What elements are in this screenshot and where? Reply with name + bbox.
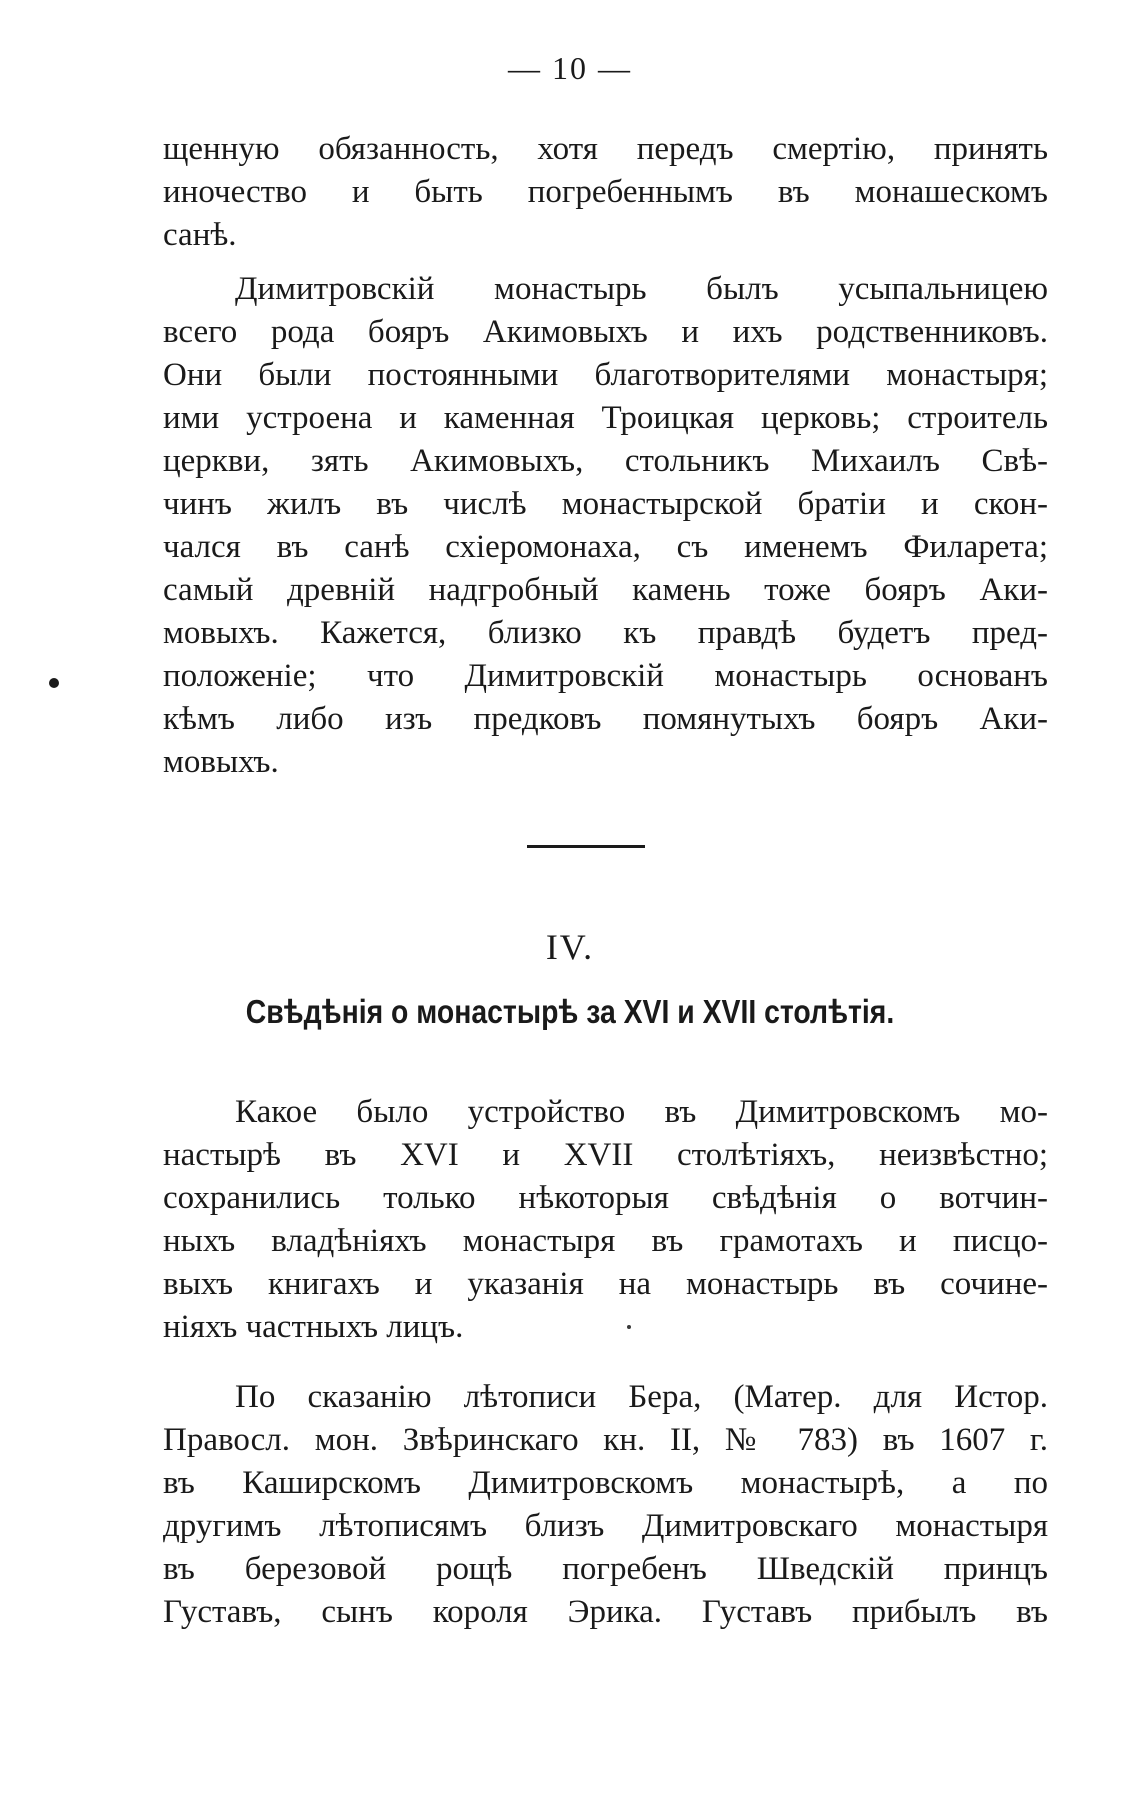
text-line: чинъ жилъ въ числѣ монастырской братіи и скон- — [163, 486, 1048, 522]
text-line: выхъ книгахъ и указанія на монастырь въ сочине- — [163, 1266, 1048, 1302]
page-number: — 10 — — [508, 50, 632, 86]
section-divider — [527, 845, 645, 848]
text-line: всего рода бояръ Акимовыхъ и ихъ родственниковъ. — [163, 314, 1048, 350]
text-line: По сказанію лѣтописи Бера, (Матер. для Истор. — [235, 1379, 1048, 1415]
text-line: кѣмъ либо изъ предковъ помянутыхъ бояръ Аки- — [163, 701, 1048, 737]
text-line: иночество и быть погребеннымъ въ монашескомъ — [163, 174, 1048, 210]
text-line: въ Каширскомъ Димитровскомъ монастырѣ, а по — [163, 1465, 1048, 1501]
text-line: положеніе; что Димитровскій монастырь основанъ — [163, 658, 1048, 694]
text-line: настырѣ въ XVI и XVII столѣтіяхъ, неизвѣстно; — [163, 1137, 1048, 1173]
text-line: мовыхъ. Кажется, близко къ правдѣ будетъ пред- — [163, 615, 1048, 651]
text-line: сохранились только нѣкоторыя свѣдѣнія о вотчин- — [163, 1180, 1048, 1216]
text-line: Густавъ, сынъ короля Эрика. Густавъ прибылъ въ — [163, 1594, 1048, 1630]
text-line: чался въ санѣ схіеромонаха, съ именемъ Филарета; — [163, 529, 1048, 565]
text-line: щенную обязанность, хотя передъ смертію, принять — [163, 131, 1048, 167]
print-speck — [627, 1325, 631, 1329]
text-line: мовыхъ. — [163, 744, 279, 780]
text-line: ныхъ владѣніяхъ монастыря въ грамотахъ и писцо- — [163, 1223, 1048, 1259]
section-title: Свѣдѣнія о монастырѣ за XVI и XVII столѣтія. — [245, 993, 895, 1030]
text-line: ніяхъ частныхъ лицъ. — [163, 1309, 464, 1345]
text-line: самый древній надгробный камень тоже бояръ Аки- — [163, 572, 1048, 608]
paragraph-chronicle-gustav — [163, 1376, 1048, 1634]
text-line: Димитровскій монастырь былъ усыпальницею — [235, 271, 1048, 307]
text-line: Они были постоянными благотворителями монастыря; — [163, 357, 1048, 393]
text-line: Какое было устройство въ Димитровскомъ мо- — [235, 1094, 1048, 1130]
paragraph-monastery-burial — [163, 268, 1048, 784]
text-line: церкви, зять Акимовыхъ, стольникъ Михаилъ Свѣ- — [163, 443, 1048, 479]
text-line: санѣ. — [163, 217, 237, 253]
paragraph-monastery-organization — [163, 1091, 1048, 1349]
section-number: IV. — [545, 927, 595, 967]
text-line: Правосл. мон. Звѣринскаго кн. II, № 783) въ 1607 г. — [163, 1422, 1048, 1458]
text-line: другимъ лѣтописямъ близъ Димитровскаго монастыря — [163, 1508, 1048, 1544]
paragraph-continuation — [163, 128, 1048, 257]
text-line: въ березовой рощѣ погребенъ Шведскій принцъ — [163, 1551, 1048, 1587]
text-line: ими устроена и каменная Троицкая церковь; строитель — [163, 400, 1048, 436]
margin-dot — [49, 678, 59, 688]
